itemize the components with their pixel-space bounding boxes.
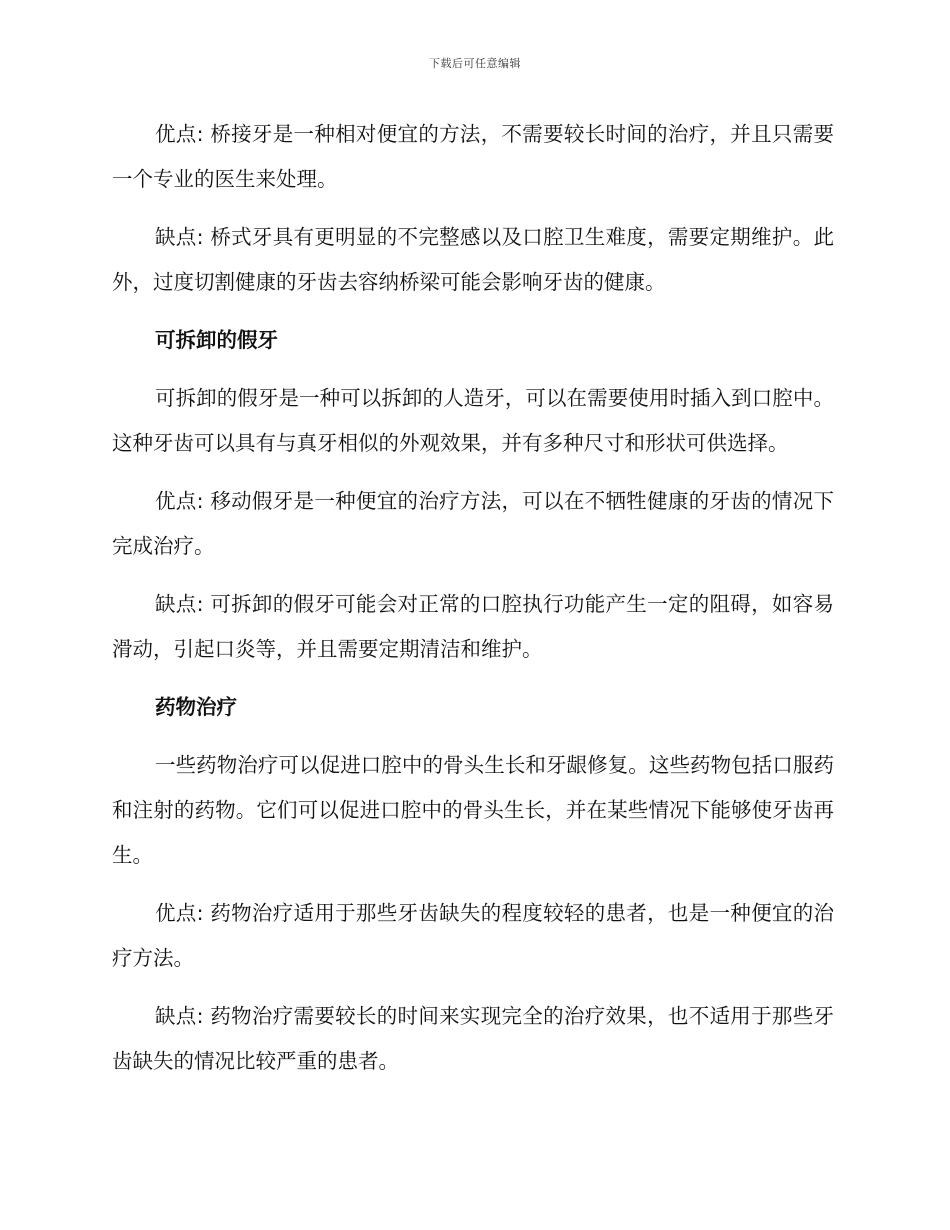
drug-treatment-cons: 缺点: 药物治疗需要较长的时间来实现完全的治疗效果，也不适用于那些牙齿缺失的情况比较严重的患者。 [112, 1004, 834, 1073]
bridge-cons-paragraph: 缺点: 桥式牙具有更明显的不完整感以及口腔卫生难度，需要定期维护。此外，过度切割健康的牙齿去容纳桥梁可能会影响牙齿的健康。 [112, 225, 834, 294]
removable-denture-heading: 可拆卸的假牙 [155, 328, 278, 352]
drug-treatment-pros: 优点: 药物治疗适用于那些牙齿缺失的程度较轻的患者，也是一种便宜的治疗方法。 [112, 901, 834, 970]
drug-treatment-description: 一些药物治疗可以促进口腔中的骨头生长和牙龈修复。这些药物包括口服药和注射的药物。它们可以促进口腔中的骨头生长，并在某些情况下能够使牙齿再生。 [112, 753, 834, 867]
page-header-note: 下载后可任意编辑 [429, 57, 521, 70]
removable-denture-pros: 优点: 移动假牙是一种便宜的治疗方法，可以在不牺牲健康的牙齿的情况下完成治疗。 [112, 489, 834, 558]
removable-denture-cons: 缺点: 可拆卸的假牙可能会对正常的口腔执行功能产生一定的阻碍，如容易滑动，引起口炎等，并且需要定期清洁和维护。 [112, 592, 834, 661]
removable-denture-description: 可拆卸的假牙是一种可以拆卸的人造牙，可以在需要使用时插入到口腔中。这种牙齿可以具有与真牙相似的外观效果，并有多种尺寸和形状可供选择。 [112, 386, 834, 455]
drug-treatment-heading: 药物治疗 [155, 695, 237, 719]
bridge-pros-paragraph: 优点: 桥接牙是一种相对便宜的方法，不需要较长时间的治疗，并且只需要一个专业的医生来处理。 [112, 122, 834, 191]
document-body [112, 112, 834, 1097]
